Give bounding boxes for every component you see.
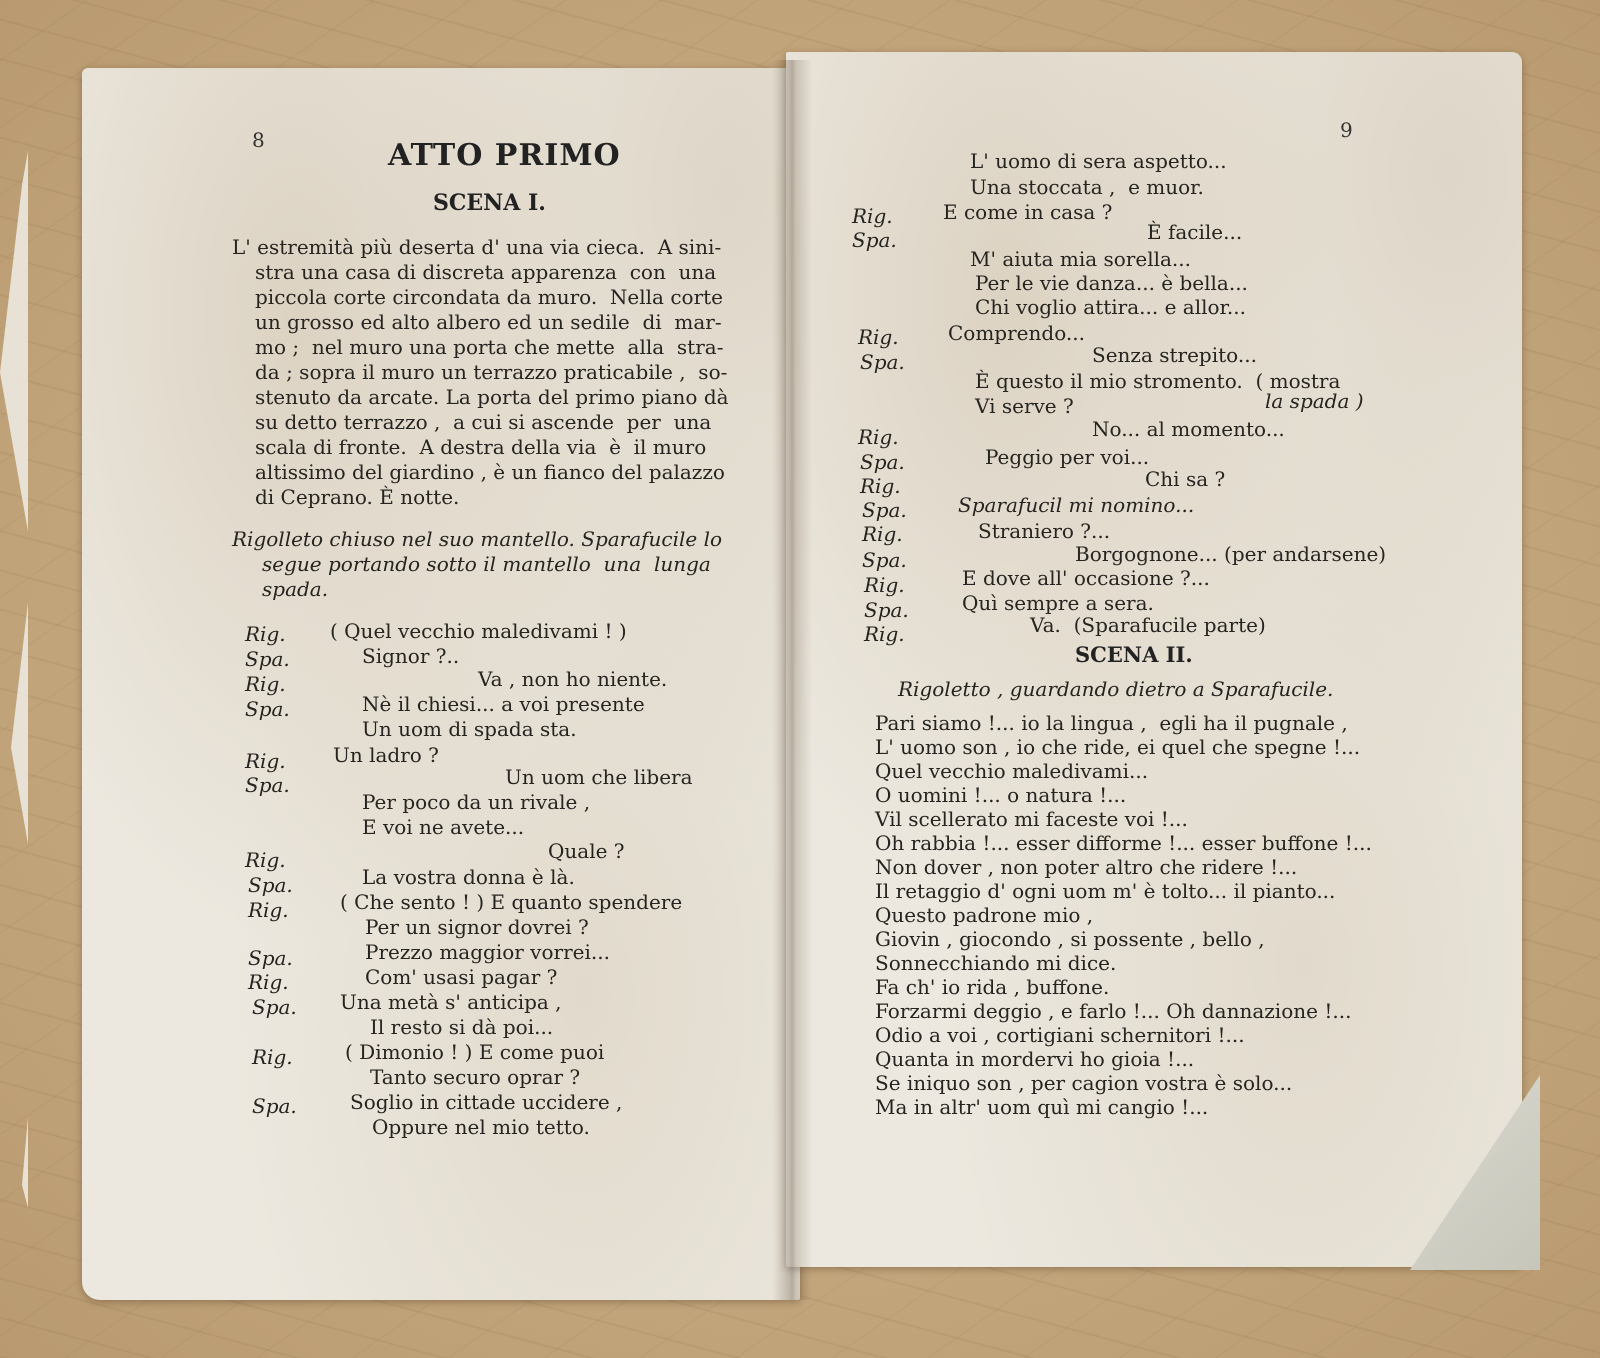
- dialogue-line: Senza strepito...: [1092, 343, 1257, 367]
- monologue-line: Pari siamo !... io la lingua , egli ha il pugnale ,: [875, 711, 1348, 735]
- dialogue-line: Va. (Sparafucile parte): [1030, 613, 1266, 637]
- monologue-line: Questo padrone mio ,: [875, 903, 1094, 927]
- description-line: stra una casa di discreta apparenza con una: [255, 260, 717, 284]
- monologue-line: Fa ch' io rida , buffone.: [875, 975, 1110, 999]
- speaker: Spa.: [245, 697, 290, 721]
- speaker: Rig.: [245, 672, 286, 696]
- left-page-number: 8: [252, 128, 265, 152]
- speaker: Spa.: [860, 450, 905, 474]
- monologue-line: Non dover , non poter altro che ridere !...: [875, 855, 1298, 879]
- dialogue-line: Soglio in cittade uccidere ,: [350, 1090, 623, 1114]
- speaker: Spa.: [252, 995, 297, 1019]
- speaker: Spa.: [862, 548, 907, 572]
- description-line: di Ceprano. È notte.: [255, 485, 460, 509]
- speaker: Rig.: [862, 522, 903, 546]
- dialogue-line: È questo il mio stromento. ( mostra: [975, 369, 1341, 393]
- scene-two-title: SCENA II.: [1075, 642, 1193, 667]
- description-line: piccola corte circondata da muro. Nella corte: [255, 285, 724, 309]
- speaker: Rig.: [864, 622, 905, 646]
- dialogue-line: Per un signor dovrei ?: [365, 915, 589, 939]
- dialogue-line: Quale ?: [548, 839, 625, 863]
- monologue-line: L' uomo son , io che ride, ei quel che spegne !...: [875, 735, 1361, 759]
- dialogue-line: Chi sa ?: [1145, 467, 1226, 491]
- speaker: Rig.: [245, 622, 286, 646]
- dialogue-line: E voi ne avete...: [362, 815, 525, 839]
- monologue-line: Forzarmi deggio , e farlo !... Oh dannazione !...: [875, 999, 1352, 1023]
- dialogue-line: Una metà s' anticipa ,: [340, 990, 562, 1014]
- monologue-line: Giovin , giocondo , si possente , bello ,: [875, 927, 1265, 951]
- monologue-line: Sonnecchiando mi dice.: [875, 951, 1117, 975]
- description-line: altissimo del giardino , è un fianco del palazzo: [255, 460, 725, 484]
- speaker: Spa.: [860, 350, 905, 374]
- description-line: su detto terrazzo , a cui si ascende per una: [255, 410, 712, 434]
- speaker: Spa.: [245, 773, 290, 797]
- description-line: scala di fronte. A destra della via è il muro: [255, 435, 707, 459]
- scene-one-title: SCENA I.: [433, 190, 546, 216]
- monologue-line: Se iniquo son , per cagion vostra è solo...: [875, 1071, 1293, 1095]
- speaker: Rig.: [252, 1045, 293, 1069]
- speaker: Rig.: [858, 325, 899, 349]
- dialogue-line: No... al momento...: [1092, 417, 1285, 441]
- dialogue-line: Un uom che libera: [505, 765, 693, 789]
- monologue-line: Oh rabbia !... esser difforme !... esser buffone !...: [875, 831, 1372, 855]
- dialogue-line: Com' usasi pagar ?: [365, 965, 558, 989]
- dialogue-line: E dove all' occasione ?...: [962, 566, 1210, 590]
- stage-direction-line: spada.: [262, 577, 329, 601]
- scene-two-stage-direction: Rigoletto , guardando dietro a Sparafucile.: [898, 677, 1334, 701]
- monologue-line: Il retaggio d' ogni uom m' è tolto... il pianto...: [875, 879, 1336, 903]
- speaker: Spa.: [248, 946, 293, 970]
- right-page-number: 9: [1340, 118, 1353, 142]
- dialogue-line: Prezzo maggior vorrei...: [365, 940, 610, 964]
- dialogue-line: Va , non ho niente.: [478, 667, 668, 691]
- dialogue-line: Comprendo...: [948, 321, 1085, 345]
- dialogue-line: E come in casa ?: [943, 200, 1113, 224]
- speaker: Spa.: [864, 598, 909, 622]
- speaker: Rig.: [248, 898, 289, 922]
- dialogue-line: È facile...: [1147, 220, 1243, 244]
- act-title: ATTO PRIMO: [388, 138, 621, 173]
- dialogue-line: Chi voglio attira... e allor...: [975, 295, 1246, 319]
- speaker: Spa.: [862, 498, 907, 522]
- speaker: Spa.: [852, 228, 897, 252]
- dialogue-line: Nè il chiesi... a voi presente: [362, 692, 645, 716]
- dialogue-line: Oppure nel mio tetto.: [372, 1115, 590, 1139]
- dialogue-line: ( Quel vecchio maledivami ! ): [330, 619, 627, 643]
- dialogue-line: La vostra donna è là.: [362, 865, 575, 889]
- speaker: Spa.: [248, 873, 293, 897]
- speaker: Rig.: [245, 848, 286, 872]
- description-line: un grosso ed alto albero ed un sedile di mar-: [255, 310, 722, 334]
- dialogue-line: Una stoccata , e muor.: [970, 175, 1204, 199]
- speaker: Rig.: [860, 474, 901, 498]
- monologue-line: O uomini !... o natura !...: [875, 783, 1127, 807]
- monologue-line: Odio a voi , cortigiani schernitori !...: [875, 1023, 1245, 1047]
- dialogue-line: Peggio per voi...: [985, 445, 1150, 469]
- dialogue-line: Per poco da un rivale ,: [362, 790, 591, 814]
- dialogue-line: Il resto si dà poi...: [370, 1015, 554, 1039]
- speaker: Spa.: [245, 647, 290, 671]
- description-line: mo ; nel muro una porta che mette alla stra-: [255, 335, 724, 359]
- stage-direction-line: segue portando sotto il mantello una lunga: [262, 552, 711, 576]
- dialogue-line: M' aiuta mia sorella...: [970, 247, 1191, 271]
- dialogue-line: Sparafucil mi nomino...: [958, 493, 1195, 517]
- speaker: Rig.: [248, 970, 289, 994]
- monologue-line: Vil scellerato mi faceste voi !...: [875, 807, 1188, 831]
- dialogue-line: Per le vie danza... è bella...: [975, 271, 1248, 295]
- speaker: Rig.: [858, 425, 899, 449]
- monologue-line: Ma in altr' uom quì mi cangio !...: [875, 1095, 1209, 1119]
- description-line: stenuto da arcate. La porta del primo piano dà: [255, 385, 729, 409]
- monologue-line: Quel vecchio maledivami...: [875, 759, 1149, 783]
- dialogue-line: Un ladro ?: [333, 743, 439, 767]
- dialogue-line: Tanto securo oprar ?: [370, 1065, 581, 1089]
- speaker: Spa.: [252, 1094, 297, 1118]
- stage-direction-line: Rigolleto chiuso nel suo mantello. Sparafucile lo: [232, 527, 723, 551]
- description-line: L' estremità più deserta d' una via cieca. A sini-: [232, 235, 722, 259]
- dialogue-line: L' uomo di sera aspetto...: [970, 149, 1227, 173]
- dialogue-line: Vi serve ?: [975, 394, 1074, 418]
- dialogue-line: Quì sempre a sera.: [962, 591, 1154, 615]
- dialogue-line: Signor ?..: [362, 644, 460, 668]
- dialogue-line: Un uom di spada sta.: [362, 717, 577, 741]
- speaker: Rig.: [852, 204, 893, 228]
- book-gutter: [772, 60, 812, 1300]
- speaker: Rig.: [245, 749, 286, 773]
- stage-note-spada: la spada ): [1265, 389, 1364, 413]
- description-line: da ; sopra il muro un terrazzo praticabile , so-: [255, 360, 728, 384]
- monologue-line: Quanta in mordervi ho gioia !...: [875, 1047, 1195, 1071]
- dialogue-line: Straniero ?...: [978, 519, 1111, 543]
- dialogue-line: Borgognone... (per andarsene): [1075, 542, 1387, 566]
- speaker: Rig.: [864, 573, 905, 597]
- dialogue-line: ( Che sento ! ) E quanto spendere: [340, 890, 683, 914]
- dialogue-line: ( Dimonio ! ) E come puoi: [345, 1040, 605, 1064]
